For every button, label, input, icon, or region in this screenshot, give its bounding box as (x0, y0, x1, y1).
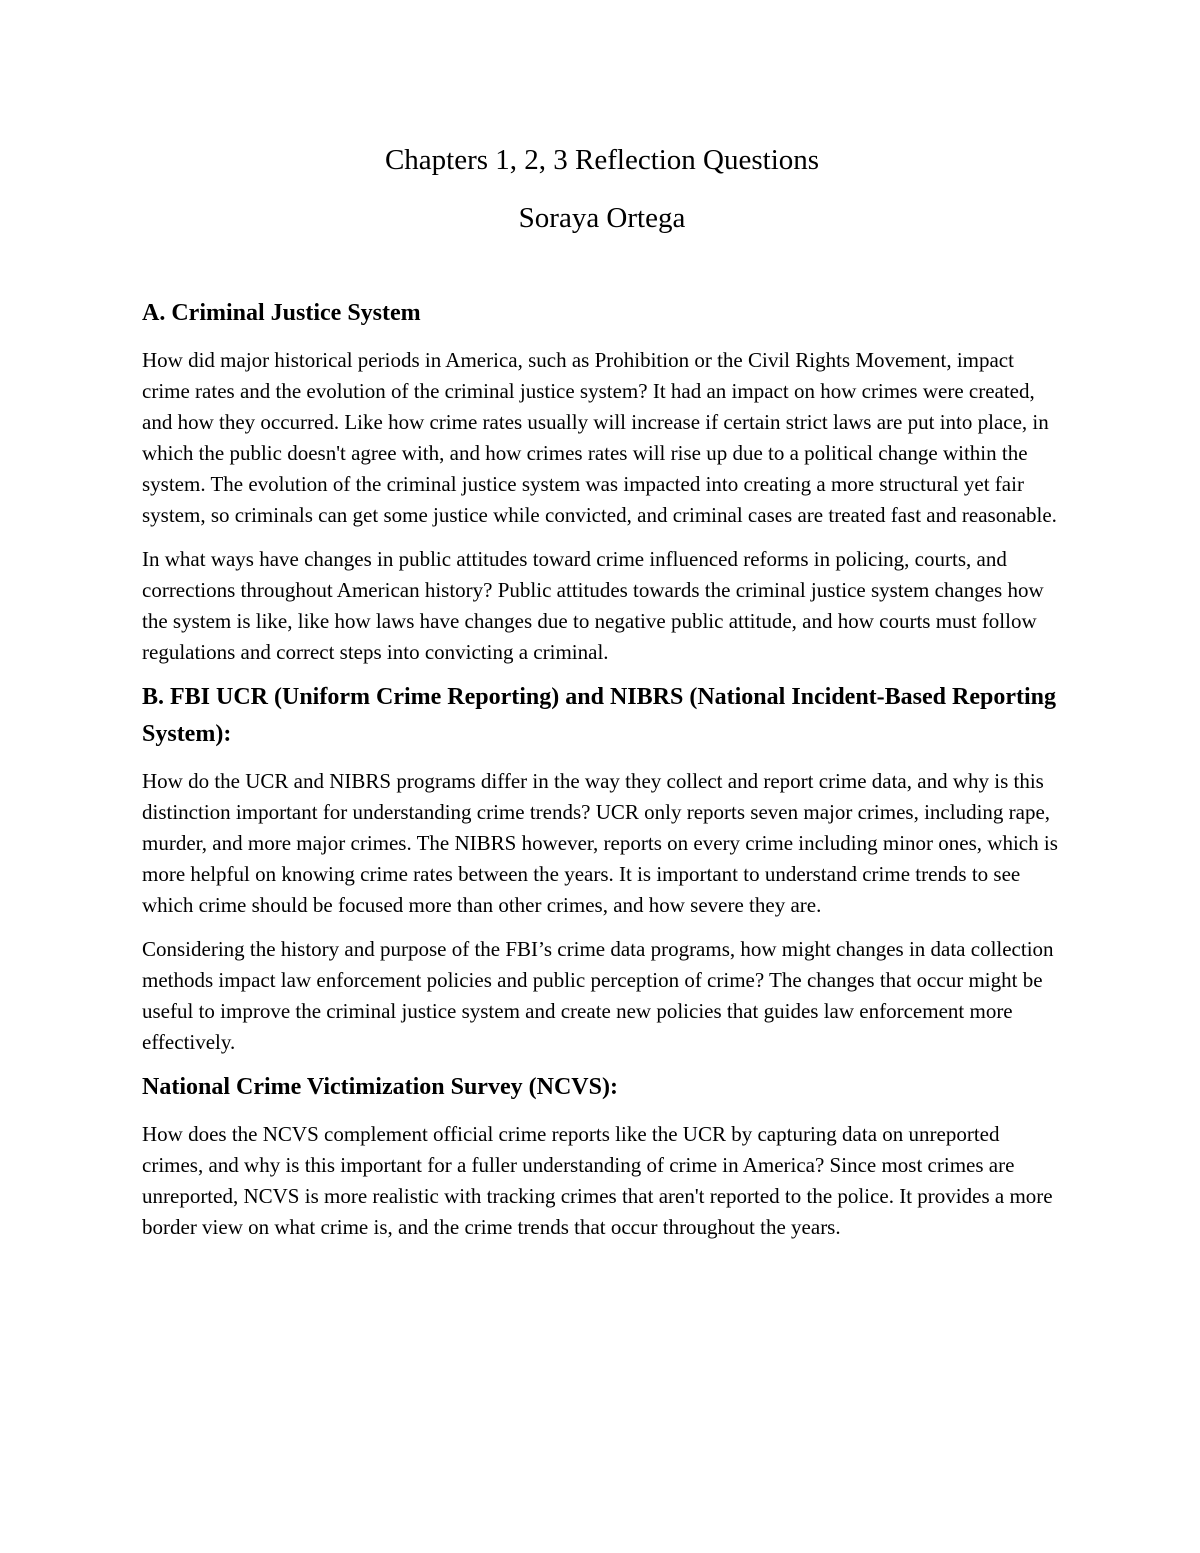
section-criminal-justice-system (142, 295, 1062, 668)
paragraph: Considering the history and purpose of the FBI’s crime data programs, how might changes in data collection methods impact law enforcement policies and public perception of crime? The changes that occur might be useful to improve the criminal justice system and create new policies that guides law enforcement more effectively. (142, 937, 1054, 1054)
paragraph: How did major historical periods in America, such as Prohibition or the Civil Rights Movement, impact crime rates and the evolution of the criminal justice system? It had an impact on how crimes were created, and how they occurred. Like how crime rates usually will increase if certain strict laws are put into place, in which the public doesn't agree with, and how crimes rates will rise up due to a political change within the system. The evolution of the criminal justice system was impacted into creating a more structural yet fair system, so criminals can get some justice while convicted, and criminal cases are treated fast and reasonable. (142, 348, 1057, 527)
document-title: Chapters 1, 2, 3 Reflection Questions (384, 144, 820, 176)
section-heading: B. FBI UCR (Uniform Crime Reporting) and NIBRS (National Incident-Based Reporting System): (142, 684, 1057, 747)
section-heading: National Crime Victimization Survey (NCVS): (142, 1074, 618, 1100)
paragraph: How does the NCVS complement official crime reports like the UCR by capturing data on unreported crimes, and why is this important for a fuller understanding of crime in America? Since most crimes are unreported, NCVS is more realistic with tracking crimes that aren't reported to the police. It provides a more border view on what crime is, and the crime trends that occur throughout the years. (142, 1122, 1053, 1239)
document-page (142, 138, 1062, 1243)
section-ncvs (142, 1069, 1062, 1243)
paragraph: In what ways have changes in public attitudes toward crime influenced reforms in policing, courts, and corrections throughout American history? Public attitudes towards the criminal justice system changes how the system is like, like how laws have changes due to negative public attitude, and how courts must follow regulations and correct steps into convicting a criminal. (142, 547, 1044, 664)
section-heading: A. Criminal Justice System (142, 300, 421, 326)
section-fbi-ucr-nibrs (142, 679, 1062, 1058)
paragraph: How do the UCR and NIBRS programs differ in the way they collect and report crime data, and why is this distinction important for understanding crime trends? UCR only reports seven major crimes, including rape, murder, and more major crimes. The NIBRS however, reports on every crime including minor ones, which is more helpful on knowing crime rates between the years. It is important to understand crime trends to see which crime should be focused more than other crimes, and how severe they are. (142, 769, 1058, 917)
document-author: Soraya Ortega (518, 202, 686, 234)
